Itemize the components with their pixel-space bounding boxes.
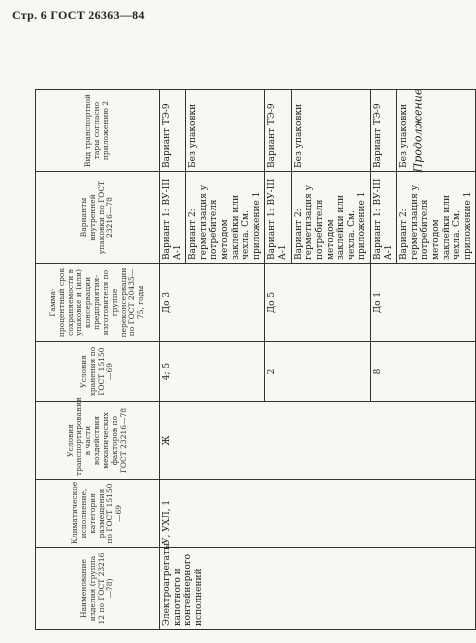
cell-packaging-note: Вариант 2: герметизация у потребителя методом заклейки или чехла. См. приложение 1 <box>186 172 265 264</box>
cell-tare: Вариант ТЭ-9 <box>160 90 186 172</box>
cell-storage: 2 <box>265 342 370 402</box>
column-header-tare: Вид транспортной тары согласно приложению 2 <box>36 90 160 172</box>
page-header: Стр. 6 ГОСТ 26363—84 <box>12 8 145 22</box>
column-header-product: Наименование изделия (группа 12 по ГОСТ 23216—78) <box>36 548 160 630</box>
cell-packaging-note: Вариант 2: герметизация у потребителя методом заклейки или чехла. См. приложение 1 <box>397 172 476 264</box>
table-header-row <box>36 90 160 630</box>
cell-shelf-life: До 1 <box>370 264 475 342</box>
cell-product-name: Электроагрегаты капотного и контейнерного исполнений <box>160 548 476 630</box>
packaging-table <box>35 89 476 630</box>
cell-tare: Вариант ТЭ-9 <box>370 90 396 172</box>
cell-storage: 4; 5 <box>160 342 265 402</box>
cell-tare-note: Без упаковки <box>397 90 476 172</box>
cell-packaging: Вариант 1: ВУ-III А-1 <box>265 172 291 264</box>
cell-transport: Ж <box>160 402 476 480</box>
column-header-transport: Условия транспортирования в части воздействия механических факторов по ГОСТ 23216—78 <box>36 402 160 480</box>
cell-tare: Вариант ТЭ-9 <box>265 90 291 172</box>
cell-shelf-life: До 5 <box>265 264 370 342</box>
cell-packaging: Вариант 1: ВУ-III А-1 <box>160 172 186 264</box>
cell-shelf-life: До 3 <box>160 264 265 342</box>
cell-climate: У, УХЛ, 1 <box>160 480 476 548</box>
cell-tare-note: Без упаковки <box>186 90 265 172</box>
cell-packaging: Вариант 1: ВУ-III А-1 <box>370 172 396 264</box>
column-header-storage: Условия хранения по ГОСТ 15150—69 <box>36 342 160 402</box>
column-header-packaging: Варианты внутренней упаковки по ГОСТ 23216—78 <box>36 172 160 264</box>
cell-packaging-note: Вариант 2: герметизация у потребителя методом заклейки или чехла. См. приложение 1 <box>291 172 370 264</box>
column-header-shelf-life: Гамма-процентный срок сохраняемости в упаковке и (или) консервации предприятия-изготовителя по группе переконсервации по ГОСТ 20435—75, годы <box>36 264 160 342</box>
cell-storage: 8 <box>370 342 475 402</box>
continuation-label: Продолжение <box>411 88 425 172</box>
column-header-climate: Климатическое исполнение, категория размещения по ГОСТ 15150—69 <box>36 480 160 548</box>
cell-tare-note: Без упаковки <box>291 90 370 172</box>
table-row <box>160 90 186 630</box>
